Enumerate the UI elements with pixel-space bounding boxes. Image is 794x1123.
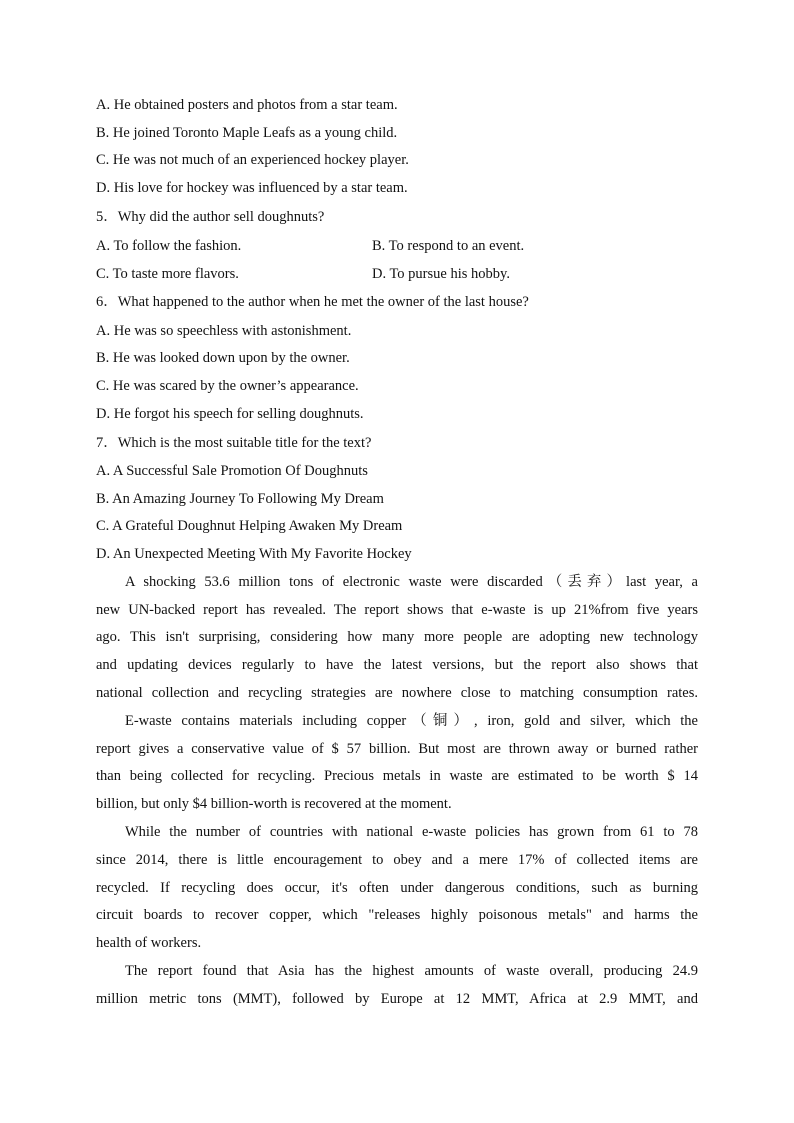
question-7 (96, 429, 698, 569)
question-5-row-2 (96, 260, 698, 288)
paragraph-2 (96, 708, 698, 819)
paragraph-line: national collection and recycling strategies are nowhere close to matching consumption rates. (96, 684, 698, 701)
option-4d: D. His love for hockey was influenced by a star team. (96, 180, 408, 197)
question-5 (96, 203, 698, 289)
paragraph-line: While the number of countries with national e-waste policies has grown from 61 to 78 (125, 823, 698, 840)
option-5c: C. To taste more flavors. (96, 266, 239, 283)
option-4c: C. He was not much of an experienced hockey player. (96, 152, 409, 169)
option-4a: A. He obtained posters and photos from a star team. (96, 97, 398, 113)
option-4b: B. He joined Toronto Maple Leafs as a young child. (96, 124, 398, 141)
option-7d: D. An Unexpected Meeting With My Favorite Hockey (96, 546, 412, 563)
option-6c: C. He was scared by the owner’s appearance. (96, 378, 359, 395)
paragraph-line: and updating devices regularly to have the latest versions, but the report also shows that (96, 657, 698, 674)
paragraph-line: than being collected for recycling. Precious metals in waste are estimated to be worth $ 14 (96, 768, 698, 785)
question-6 (96, 288, 698, 428)
page-content (96, 92, 698, 1014)
paragraph-line: circuit boards to recover copper, which "releases highly poisonous metals" and harms the (96, 907, 698, 924)
option-5d: D. To pursue his hobby. (372, 266, 510, 283)
option-5b: B. To respond to an event. (372, 238, 525, 255)
paragraph-line: recycled. If recycling does occur, it's often under dangerous conditions, such as burning (96, 879, 698, 896)
paragraph-line: E-waste contains materials including copper（铜）, iron, gold and silver, which the (125, 712, 698, 729)
option-7c: C. A Grateful Doughnut Helping Awaken My Dream (96, 518, 403, 535)
paragraph-1 (96, 569, 698, 708)
reading-passage (96, 569, 698, 1014)
paragraph-4 (96, 958, 698, 1014)
question-5-stem: 5．Why did the author sell doughnuts? (96, 208, 325, 225)
option-7a: A. A Successful Sale Promotion Of Doughnuts (96, 463, 368, 479)
paragraph-3 (96, 819, 698, 958)
paragraph-line: ago. This isn't surprising, considering how many more people are adopting new technology (96, 629, 698, 646)
option-6b: B. He was looked down upon by the owner. (96, 350, 350, 367)
paragraph-line: The report found that Asia has the highest amounts of waste overall, producing 24.9 (125, 962, 698, 979)
paragraph-line: since 2014, there is little encouragement to obey and a mere 17% of collected items are (96, 851, 698, 868)
option-7b: B. An Amazing Journey To Following My Dream (96, 490, 384, 507)
question-4-options (96, 92, 698, 203)
question-6-stem: 6．What happened to the author when he met the owner of the last house? (96, 294, 529, 311)
paragraph-line: billion, but only $4 billion-worth is recovered at the moment. (96, 796, 452, 813)
question-7-stem: 7．Which is the most suitable title for the text? (96, 434, 372, 451)
option-5a: A. To follow the fashion. (96, 238, 242, 255)
question-5-row-1 (96, 232, 698, 260)
paragraph-line: new UN-backed report has revealed. The report shows that e-waste is up 21%from five years (96, 601, 698, 618)
paragraph-line: A shocking 53.6 million tons of electronic waste were discarded（丢弃）last year, a (125, 573, 698, 590)
paragraph-line: health of workers. (96, 935, 202, 952)
paragraph-line: million metric tons (MMT), followed by Europe at 12 MMT, Africa at 2.9 MMT, and (96, 990, 698, 1007)
option-6d: D. He forgot his speech for selling doughnuts. (96, 405, 364, 422)
paragraph-line: report gives a conservative value of $ 57 billion. But most are thrown away or burned rather (96, 740, 698, 757)
option-6a: A. He was so speechless with astonishment. (96, 322, 352, 339)
